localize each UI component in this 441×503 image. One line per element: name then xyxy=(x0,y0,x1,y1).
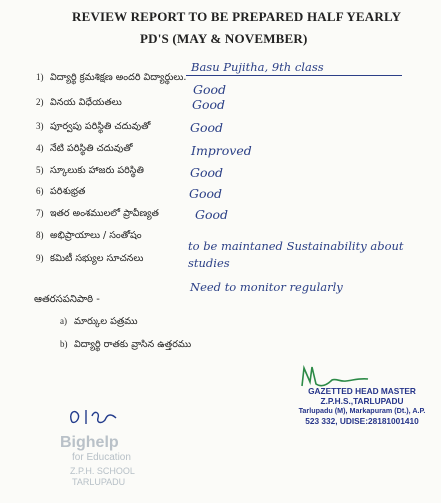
item-answer: Good xyxy=(192,97,226,112)
item-answer: Good xyxy=(195,207,229,222)
committee-signature xyxy=(66,404,126,428)
extra-answer: Need to monitor regularly xyxy=(190,280,343,294)
section2-number: b) xyxy=(60,339,68,349)
bighelp-logo: Bighelp xyxy=(60,434,119,451)
stamp-line: Z.P.H.S.,TARLUPADU xyxy=(320,396,404,406)
item-number: 3) xyxy=(36,121,44,131)
item-number: 7) xyxy=(36,208,44,218)
stamp-line: GAZETTED HEAD MASTER xyxy=(308,386,416,396)
stamp-line: Tarlupadu (M), Markapuram (Dt.), A.P. xyxy=(298,406,426,415)
item-number: 1) xyxy=(36,72,44,82)
section2-heading: ఆతరసపనిపాఠి - xyxy=(34,294,100,305)
item-label: నేటి పరిస్థితి చదువుతో xyxy=(50,143,133,154)
item-number: 2) xyxy=(36,97,44,107)
school-stamp xyxy=(296,386,428,426)
report-title-line1: REVIEW REPORT TO BE PREPARED HALF YEARLY xyxy=(72,9,402,24)
section2-label: విద్యార్థి రాతకు వ్రాసిన ఉత్తరము xyxy=(74,339,192,350)
item-label: ఇతర అంశములలో ప్రావీణ్యత xyxy=(50,208,159,219)
logo-line: for Education xyxy=(72,452,131,463)
item-label: అభిప్రాయాలు / సంతోషం xyxy=(50,230,142,241)
item-label: విద్యార్థి క్రమశిక్షణ అందరి విద్యార్థులు. xyxy=(50,72,187,83)
item-label: వినయ విధేయతలు xyxy=(50,97,122,108)
item-answer: Good xyxy=(189,186,223,201)
item-number: 8) xyxy=(36,230,44,240)
item-number: 6) xyxy=(36,186,44,196)
underline-mark xyxy=(186,75,402,76)
item-answer: Good xyxy=(193,82,227,97)
item-answer: Good xyxy=(190,120,224,135)
logo-line: Z.P.H. SCHOOL xyxy=(70,466,135,476)
item-label: పరిశుభ్రత xyxy=(50,186,86,197)
stamp-line: 523 332, UDISE:28181001410 xyxy=(305,416,419,426)
report-title-line2: PD'S (MAY & NOVEMBER) xyxy=(140,31,308,46)
item-number: 4) xyxy=(36,143,44,153)
section2-number: a) xyxy=(60,316,67,326)
item-answer: Improved xyxy=(191,143,252,158)
item-answer: Basu Pujitha, 9th class xyxy=(191,60,324,74)
section2-label: మార్కుల పత్రము xyxy=(74,316,138,327)
item-number: 5) xyxy=(36,165,44,175)
item-label: కమిటీ సభ్యుల సూచనలు xyxy=(50,253,144,264)
item-label: పూర్వపు పరిస్థితి చదువుతో xyxy=(50,121,151,132)
item-answer: Good xyxy=(190,165,224,180)
logo-line: TARLUPADU xyxy=(72,477,126,487)
item-answer: to be maintaned Sustainability about studies xyxy=(188,239,404,270)
item-label: స్కూలుకు హాజరు పరిస్థితి xyxy=(50,165,144,176)
item-number: 9) xyxy=(36,253,44,263)
